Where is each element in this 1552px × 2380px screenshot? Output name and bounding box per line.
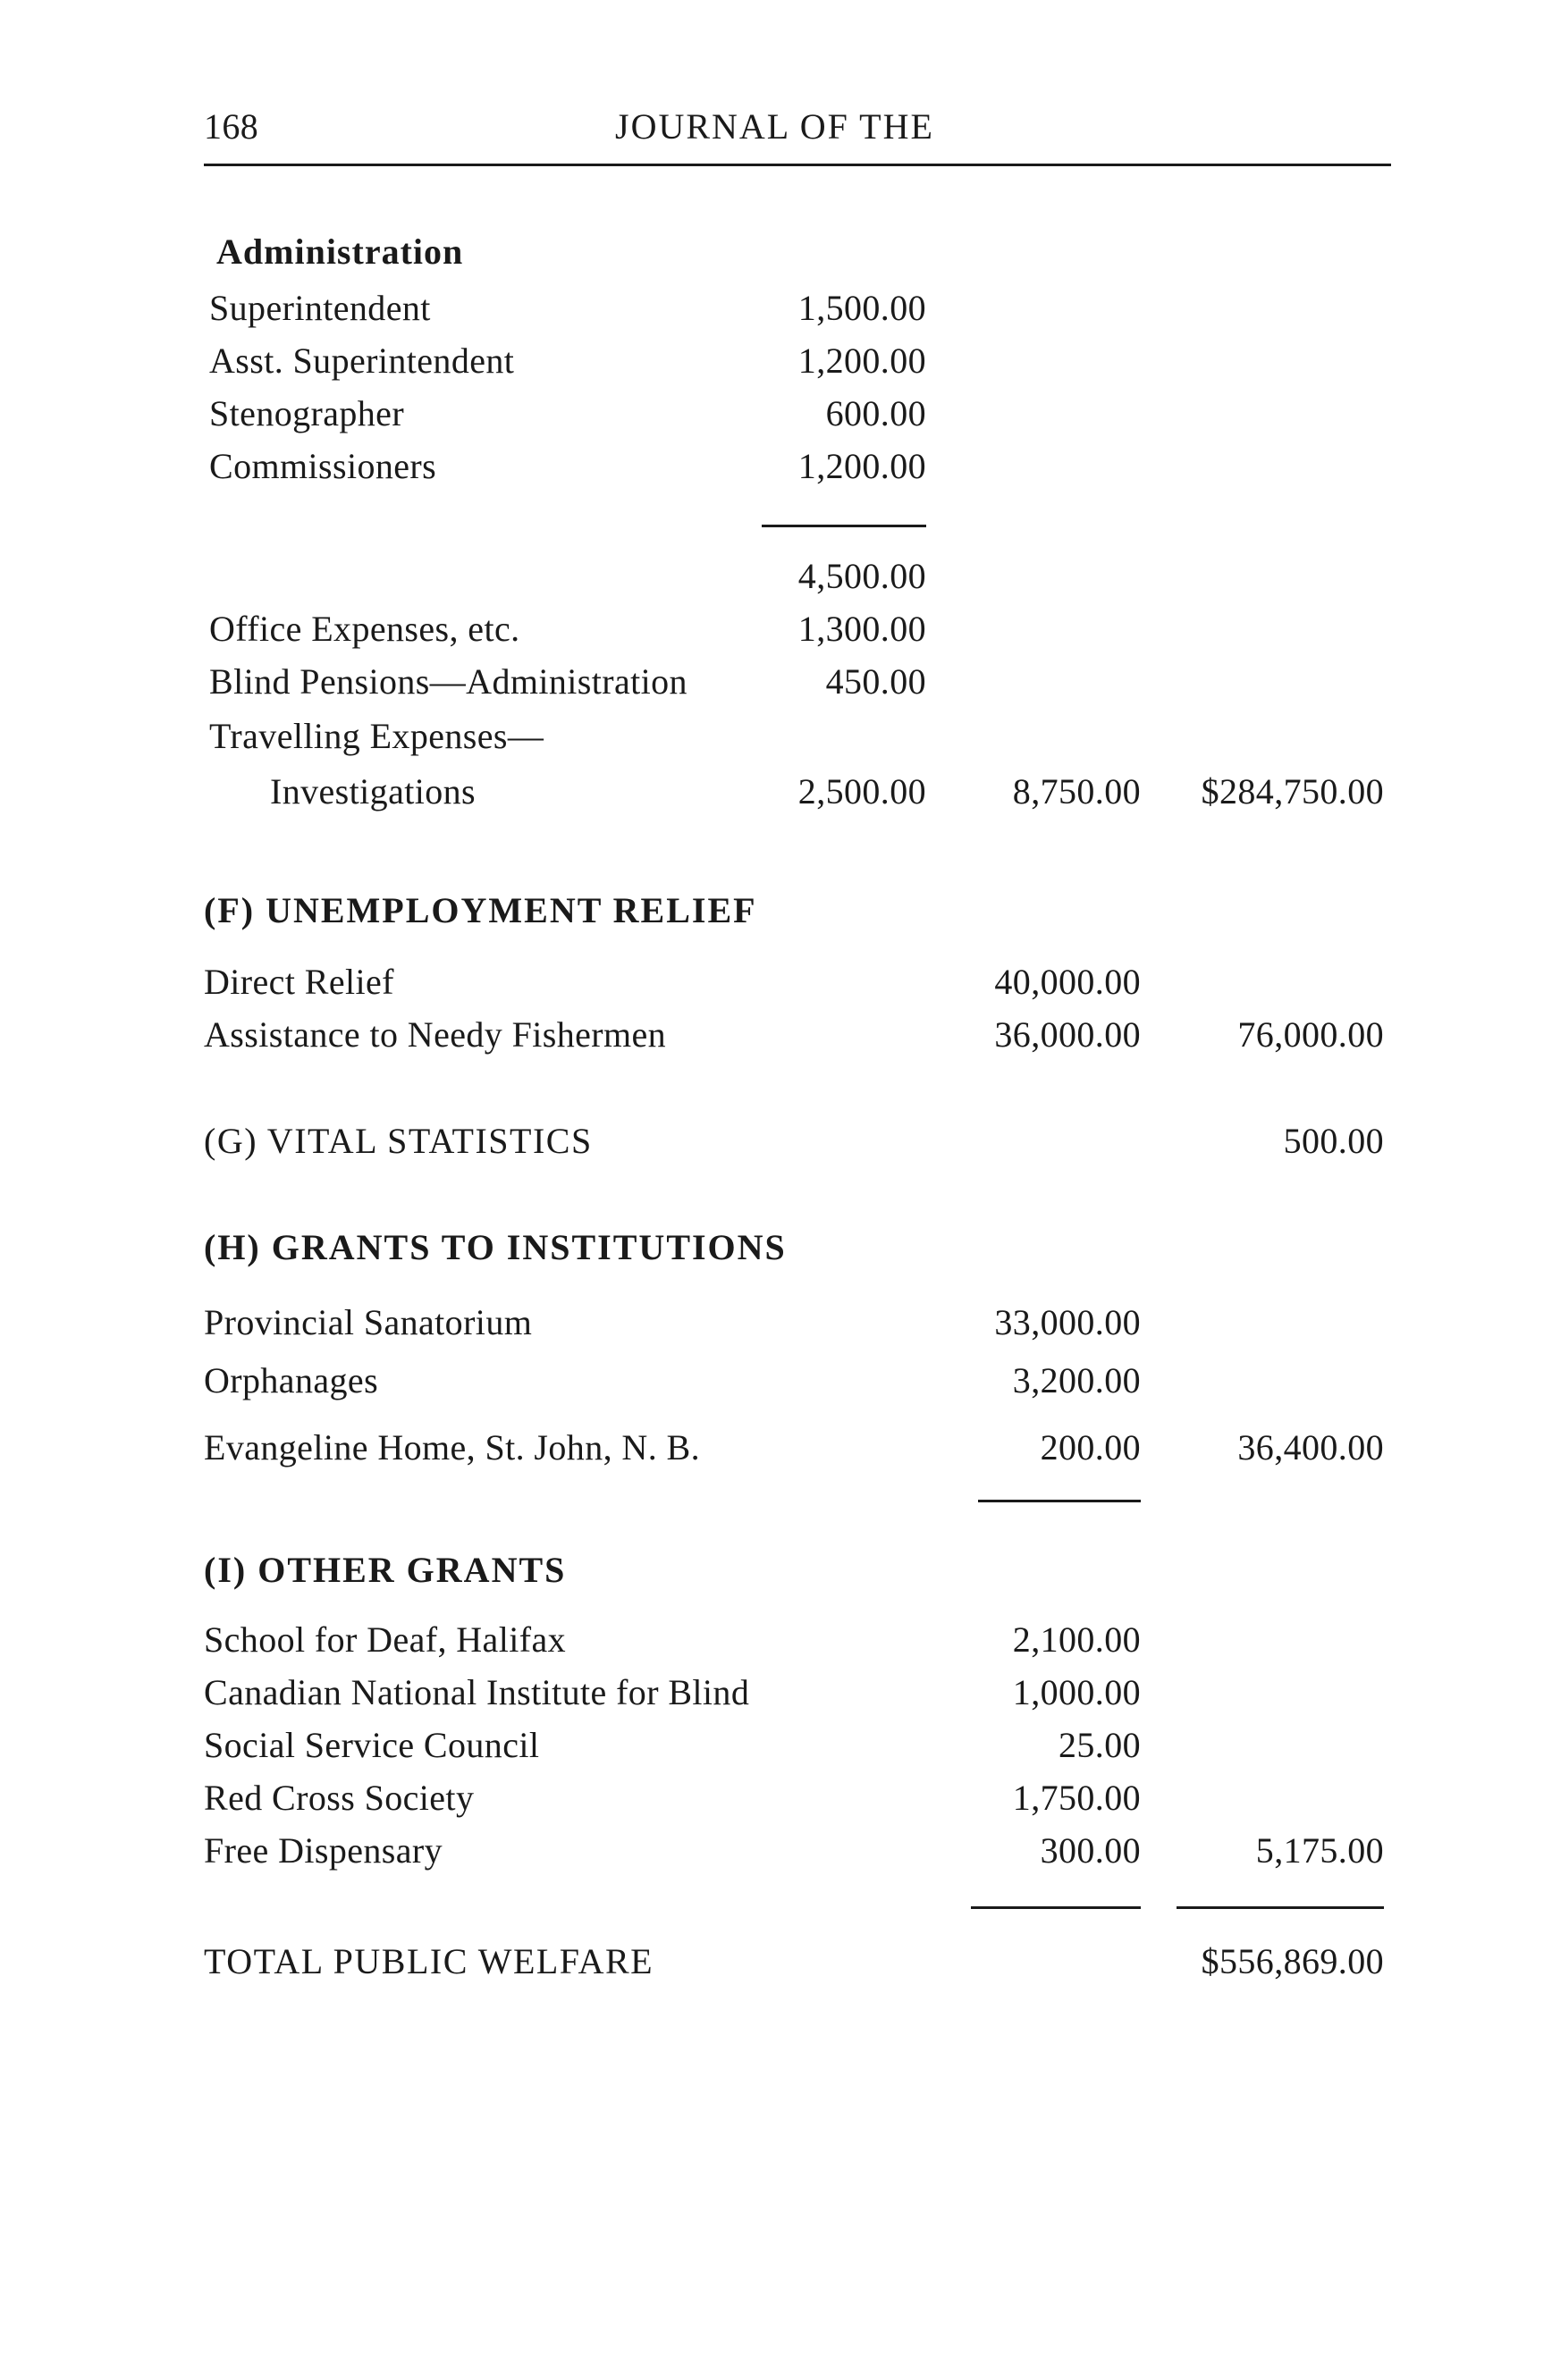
admin-row-amount: 450.00 xyxy=(825,661,926,702)
section-f-heading: (F) UNEMPLOYMENT RELIEF xyxy=(204,890,757,930)
section-i-row-amount: 1,000.00 xyxy=(1012,1672,1141,1712)
administration-heading: Administration xyxy=(216,231,464,272)
section-f-row-label: Assistance to Needy Fishermen xyxy=(204,1014,667,1055)
admin-row-amount: 1,300.00 xyxy=(797,609,926,649)
section-i-rule-amounts xyxy=(971,1906,1141,1909)
travelling-amount: 2,500.00 xyxy=(797,771,926,812)
page-number: 168 xyxy=(204,106,259,147)
section-i-total: 5,175.00 xyxy=(1255,1830,1384,1871)
section-h-row-amount: 33,000.00 xyxy=(994,1302,1141,1342)
section-h-total: 36,400.00 xyxy=(1237,1427,1384,1468)
grand-total-label: TOTAL PUBLIC WELFARE xyxy=(204,1941,654,1981)
section-f-total: 76,000.00 xyxy=(1237,1014,1384,1055)
section-i-row-label: Red Cross Society xyxy=(204,1778,475,1818)
admin-row-label: Blind Pensions—Administration xyxy=(209,661,687,702)
admin-row-amount: 1,500.00 xyxy=(797,288,926,328)
grand-total-amount: $556,869.00 xyxy=(1201,1941,1384,1981)
section-i-heading: (I) OTHER GRANTS xyxy=(204,1550,567,1590)
section-i-row-label: Canadian National Institute for Blind xyxy=(204,1672,750,1712)
section-h-row-amount: 3,200.00 xyxy=(1012,1360,1141,1400)
section-g-total: 500.00 xyxy=(1283,1121,1384,1161)
section-i-row-label: School for Deaf, Halifax xyxy=(204,1619,567,1660)
section-i-row-label: Social Service Council xyxy=(204,1725,540,1765)
subtotal-rule xyxy=(762,525,926,527)
header-rule xyxy=(204,164,1391,166)
section-i-row-amount: 2,100.00 xyxy=(1012,1619,1141,1660)
section-h-heading: (H) GRANTS TO INSTITUTIONS xyxy=(204,1227,787,1267)
admin-row-label: Asst. Superintendent xyxy=(209,341,515,381)
section-f-row-label: Direct Relief xyxy=(204,962,394,1002)
travelling-label-line1: Travelling Expenses— xyxy=(209,716,544,756)
section-h-rule xyxy=(978,1500,1141,1502)
admin-row-label: Commissioners xyxy=(209,446,437,486)
section-h-row-label: Provincial Sanatorium xyxy=(204,1302,533,1342)
running-title: JOURNAL OF THE xyxy=(615,106,934,147)
admin-row-amount: 1,200.00 xyxy=(797,446,926,486)
admin-row-label: Stenographer xyxy=(209,393,405,433)
administration-group-total: 8,750.00 xyxy=(1012,771,1141,812)
section-g-heading: (G) VITAL STATISTICS xyxy=(204,1121,593,1161)
admin-row-amount: 1,200.00 xyxy=(797,341,926,381)
section-i-rule-totals xyxy=(1177,1906,1384,1909)
section-h-row-amount: 200.00 xyxy=(1040,1427,1141,1468)
admin-subtotal: 4,500.00 xyxy=(797,556,926,596)
section-h-row-label: Evangeline Home, St. John, N. B. xyxy=(204,1427,700,1468)
section-i-row-amount: 300.00 xyxy=(1040,1830,1141,1871)
section-i-row-label: Free Dispensary xyxy=(204,1830,443,1871)
section-i-row-amount: 1,750.00 xyxy=(1012,1778,1141,1818)
travelling-label-line2: Investigations xyxy=(270,771,477,812)
admin-row-label: Superintendent xyxy=(209,288,431,328)
section-f-row-amount: 40,000.00 xyxy=(994,962,1141,1002)
section-i-row-amount: 25.00 xyxy=(1059,1725,1141,1765)
admin-row-label: Office Expenses, etc. xyxy=(209,609,520,649)
section-total: $284,750.00 xyxy=(1201,771,1384,812)
section-f-row-amount: 36,000.00 xyxy=(994,1014,1141,1055)
section-h-row-label: Orphanages xyxy=(204,1360,379,1400)
admin-row-amount: 600.00 xyxy=(825,393,926,433)
